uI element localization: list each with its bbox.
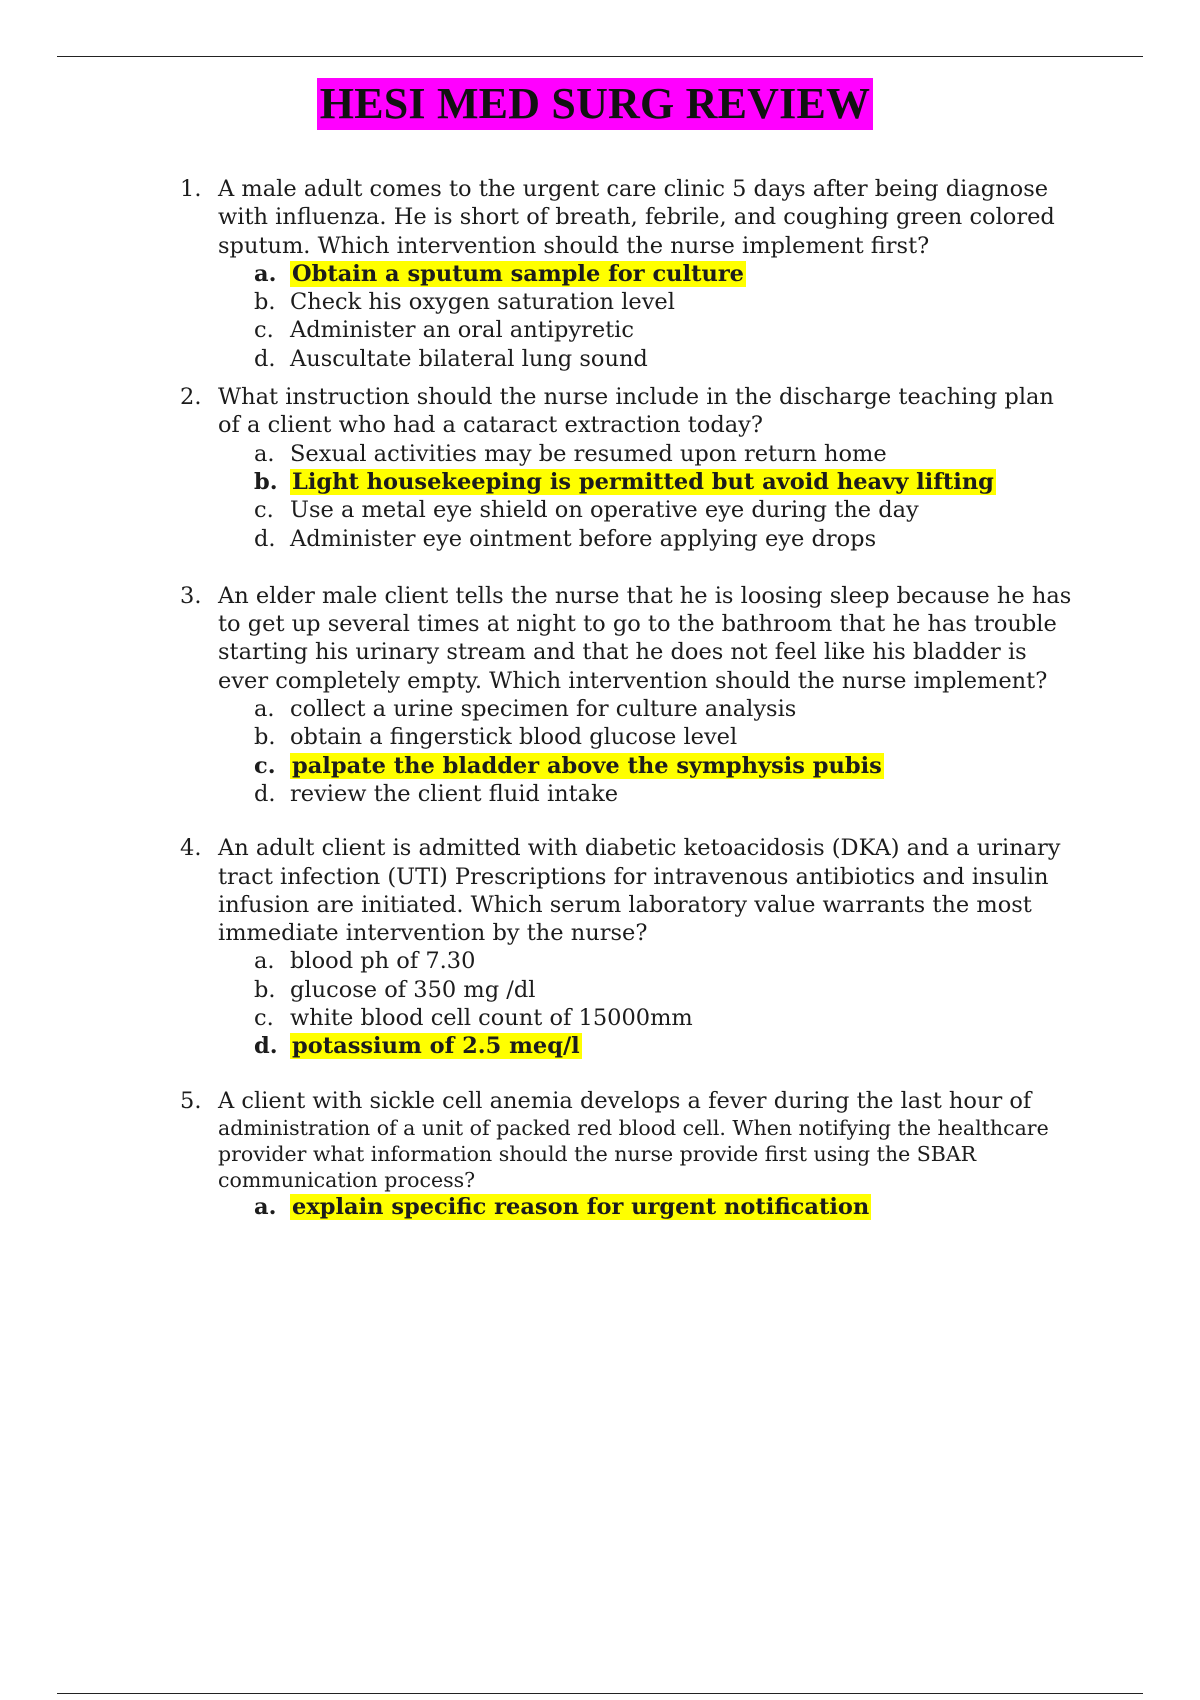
option-letter: d. bbox=[254, 525, 276, 552]
answer-options bbox=[218, 947, 1080, 1060]
question-number: 1. bbox=[180, 176, 202, 202]
option-text: Check his oxygen saturation level bbox=[290, 289, 675, 316]
option-a bbox=[254, 1193, 1080, 1221]
option-letter: b. bbox=[254, 724, 276, 751]
option-text: collect a urine specimen for culture analysis bbox=[290, 696, 797, 723]
option-c bbox=[254, 1004, 1080, 1032]
option-b bbox=[254, 288, 1080, 316]
option-text: review the client fluid intake bbox=[290, 780, 619, 807]
correct-answer-text: palpate the bladder above the symphysis pubis bbox=[292, 752, 882, 779]
option-letter: d. bbox=[254, 1033, 278, 1060]
option-c bbox=[254, 496, 1080, 524]
question-5 bbox=[180, 1087, 1080, 1222]
option-letter: c. bbox=[254, 317, 274, 344]
question-3 bbox=[180, 582, 1080, 808]
question-4 bbox=[180, 834, 1080, 1060]
question-list bbox=[180, 175, 1080, 1221]
option-text: Use a metal eye shield on operative eye during the day bbox=[290, 497, 919, 524]
correct-answer-text: Light housekeeping is permitted but avoid heavy lifting bbox=[292, 468, 994, 495]
answer-options bbox=[218, 260, 1080, 373]
option-text: blood ph of 7.30 bbox=[290, 948, 476, 975]
option-letter: d. bbox=[254, 780, 276, 807]
option-text: obtain a fingerstick blood glucose level bbox=[290, 724, 738, 751]
option-d bbox=[254, 1032, 1080, 1060]
question-text: A male adult comes to the urgent care clinic 5 days after being diagnose with influenza. He is short of breath, febrile, and coughing green colored sputum. Which intervention should the nurse implement first? bbox=[218, 176, 1055, 259]
bottom-rule bbox=[57, 1693, 1143, 1694]
question-text-lead: A client with sickle cell anemia develops a fever during the last hour of bbox=[218, 1087, 1032, 1114]
question-2 bbox=[180, 383, 1080, 553]
option-text: Administer eye ointment before applying eye drops bbox=[290, 525, 877, 552]
correct-answer-text: explain specific reason for urgent notification bbox=[292, 1193, 870, 1220]
option-c bbox=[254, 316, 1080, 344]
option-a bbox=[254, 440, 1080, 468]
option-b bbox=[254, 723, 1080, 751]
answer-options bbox=[218, 1193, 1080, 1221]
option-d bbox=[254, 525, 1080, 553]
question-text: What instruction should the nurse include in the discharge teaching plan of a client who had a cataract extraction today? bbox=[218, 384, 1054, 439]
answer-options bbox=[218, 440, 1080, 553]
question-number: 5. bbox=[180, 1087, 202, 1114]
question-1 bbox=[180, 175, 1080, 373]
option-letter: a. bbox=[254, 696, 275, 723]
option-letter: c. bbox=[254, 497, 274, 524]
option-text: Sexual activities may be resumed upon return home bbox=[290, 440, 887, 467]
question-text: An elder male client tells the nurse that he is loosing sleep because he has to get up several times at night to go to the bathroom that he has trouble starting his urinary stream and that he does not feel like his bladder is ever completely empty. Which intervention should the nurse implement? bbox=[218, 582, 1072, 694]
question-number: 3. bbox=[180, 582, 202, 609]
question-text: administration of a unit of packed red blood cell. When notifying the healthcare provider what information should the nurse provide first using the SBAR communication process? bbox=[218, 1115, 1049, 1192]
question-text: An adult client is admitted with diabetic ketoacidosis (DKA) and a urinary tract infection (UTI) Prescriptions for intravenous antibiotics and insulin infusion are initiated. Which serum laboratory value warrants the most immediate intervention by the nurse? bbox=[218, 835, 1061, 947]
option-a bbox=[254, 260, 1080, 288]
option-text: Administer an oral antipyretic bbox=[290, 317, 634, 344]
answer-options bbox=[218, 695, 1080, 808]
option-c bbox=[254, 752, 1080, 780]
question-number: 4. bbox=[180, 835, 202, 862]
option-letter: b. bbox=[254, 468, 278, 495]
option-letter: b. bbox=[254, 289, 276, 316]
option-d bbox=[254, 345, 1080, 373]
option-text: glucose of 350 mg /dl bbox=[290, 976, 536, 1003]
option-text: white blood cell count of 15000mm bbox=[290, 1005, 693, 1032]
option-text: Auscultate bilateral lung sound bbox=[290, 345, 648, 372]
option-d bbox=[254, 780, 1080, 808]
option-a bbox=[254, 695, 1080, 723]
option-letter: a. bbox=[254, 440, 275, 467]
option-letter: a. bbox=[254, 260, 277, 287]
option-letter: c. bbox=[254, 1005, 274, 1032]
correct-answer-text: Obtain a sputum sample for culture bbox=[292, 260, 744, 287]
top-rule bbox=[57, 56, 1143, 57]
title-container bbox=[0, 78, 1200, 130]
option-letter: c. bbox=[254, 752, 276, 779]
option-a bbox=[254, 947, 1080, 975]
option-letter: a. bbox=[254, 948, 275, 975]
question-number: 2. bbox=[180, 384, 202, 411]
option-letter: b. bbox=[254, 976, 276, 1003]
option-letter: a. bbox=[254, 1193, 277, 1220]
document-title: HESI MED SURG REVIEW bbox=[317, 78, 873, 130]
correct-answer-text: potassium of 2.5 meq/l bbox=[292, 1033, 580, 1060]
option-letter: d. bbox=[254, 345, 276, 372]
option-b bbox=[254, 976, 1080, 1004]
option-b bbox=[254, 468, 1080, 496]
